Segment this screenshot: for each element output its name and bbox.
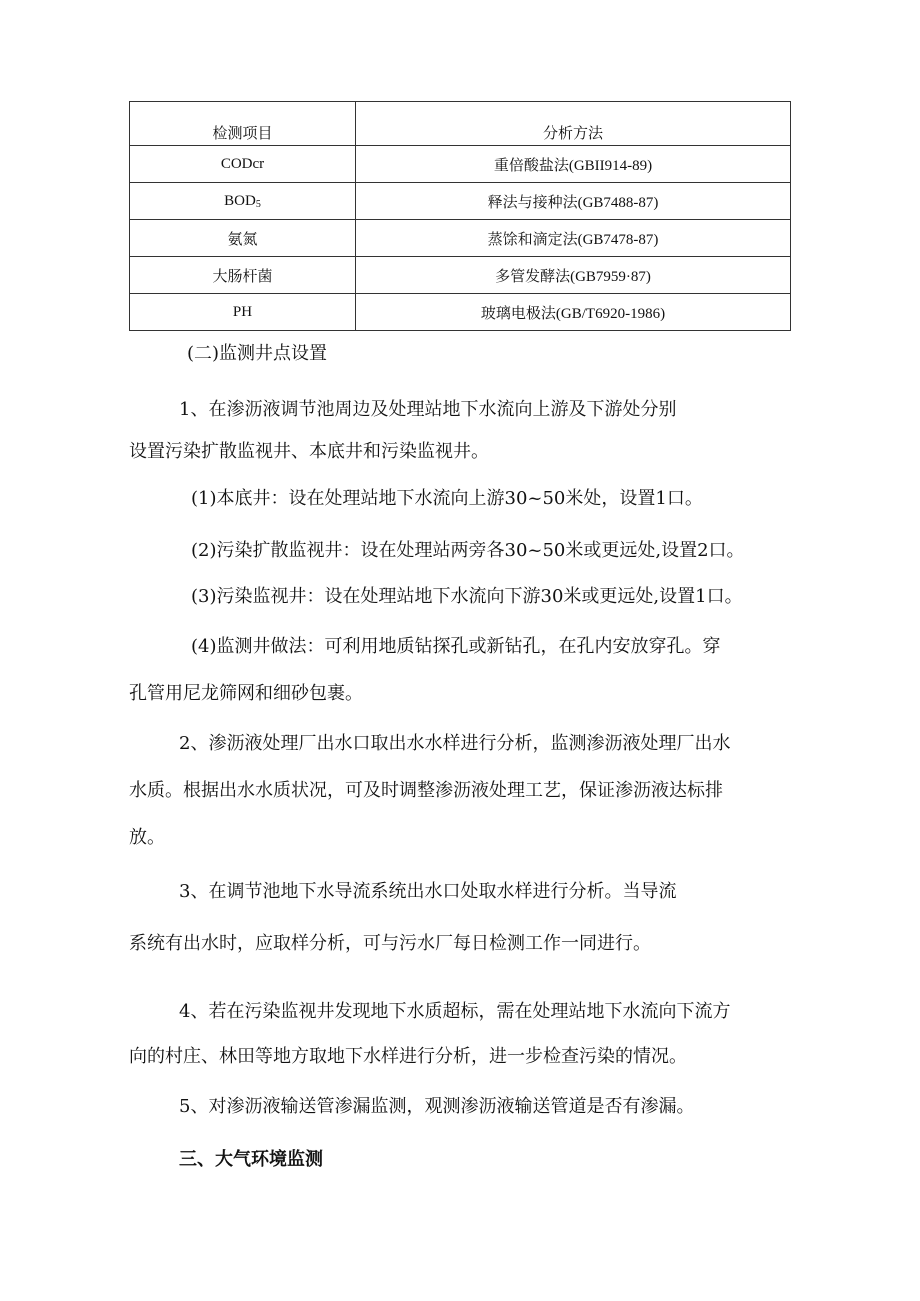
- paragraph-1-text-1: 1、在渗沥液调节池周边及处理站地下水流向上游及下游处分别: [179, 399, 677, 420]
- table-row: [130, 220, 791, 257]
- well-item-4-text-2: 孔管用尼龙筛网和细砂包裹。: [129, 683, 363, 704]
- row-method: 玻璃电极法(GB/T6920-1986): [356, 294, 791, 331]
- paragraph-4-text-2: 向的村庄、林田等地方取地下水样进行分析，进一步检查污染的情况。: [129, 1046, 687, 1067]
- table-header-row: [130, 102, 791, 146]
- row-item: 氨氮: [130, 220, 356, 257]
- well-item-1-text: (1)本底井：设在处理站地下水流向上游30~50米处，设置1口。: [191, 488, 703, 509]
- paragraph-5-text: 5、对渗沥液输送管渗漏监测，观测渗沥液输送管道是否有渗漏。: [179, 1096, 695, 1117]
- paragraph-2-text-2: 水质。根据出水水质状况，可及时调整渗沥液处理工艺，保证渗沥液达标排: [129, 780, 723, 801]
- well-item-4-text-1: (4)监测井做法：可利用地质钻探孔或新钻孔，在孔内安放穿孔。穿: [191, 636, 721, 657]
- row-item: PH: [130, 294, 356, 331]
- row-method: 蒸馀和滴定法(GB7478-87): [356, 220, 791, 257]
- table-row: [130, 183, 791, 220]
- table-row: [130, 257, 791, 294]
- paragraph-4-text-1: 4、若在污染监视井发现地下水质超标，需在处理站地下水流向下流方: [179, 1001, 731, 1022]
- paragraph-3-text-2: 系统有出水时，应取样分析，可与污水厂每日检测工作一同进行。: [129, 933, 651, 954]
- well-item-2-text: (2)污染扩散监视井：设在处理站两旁各30~50米或更远处,设置2口。: [191, 540, 745, 561]
- table-row: [130, 294, 791, 331]
- paragraph-2-text-3: 放。: [129, 827, 165, 848]
- section-2-title: (二)监测井点设置: [187, 343, 328, 364]
- paragraph-2-text-1: 2、渗沥液处理厂出水口取出水水样进行分析，监测渗沥液处理厂出水: [179, 733, 731, 754]
- row-item-main: BOD: [224, 192, 256, 209]
- table-row: [130, 146, 791, 183]
- well-item-3-text: (3)污染监视井：设在处理站地下水流向下游30米或更远处,设置1口。: [191, 586, 743, 607]
- header-item: 检测项目: [130, 102, 356, 146]
- row-item: CODcr: [130, 146, 356, 183]
- paragraph-3-text-1: 3、在调节池地下水导流系统出水口处取水样进行分析。当导流: [179, 881, 677, 902]
- row-method: 释法与接种法(GB7488-87): [356, 183, 791, 220]
- row-method: 重倍酸盐法(GBII914-89): [356, 146, 791, 183]
- row-item: [130, 183, 356, 220]
- section-3-title: 三、大气环境监测: [179, 1149, 323, 1170]
- row-item: 大肠杆菌: [130, 257, 356, 294]
- paragraph-1-text-2: 设置污染扩散监视井、本底井和污染监视井。: [129, 441, 489, 462]
- row-method: 多管发酵法(GB7959·87): [356, 257, 791, 294]
- analysis-methods-table: [129, 101, 791, 331]
- row-item-subscript: 5: [255, 198, 261, 210]
- header-method: 分析方法: [356, 102, 791, 146]
